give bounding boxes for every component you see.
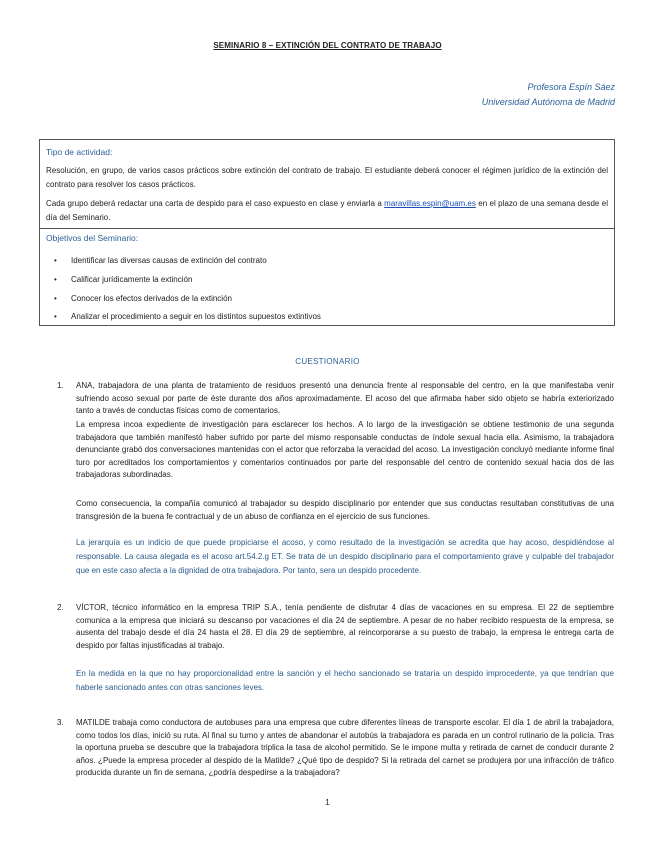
objective-item: • Identificar las diversas causas de extinción del contrato [54, 256, 267, 265]
box-divider [40, 228, 614, 229]
question-paragraph: La empresa incoa expediente de investigación para esclarecer los hechos. A lo largo de la investigación se obtiene testimonio de una segunda trabajadora que también manifestó haber sufrido por parte del mismo responsable conductas de índole sexual hacia ella. Asimismo, la trabajadora denunciante grabó dos conversaciones mantenidas con el actor que reforzaba la veracidad del acoso. La investigación concluyó mediante informe final turo por acreditados los comportamientos y comentarios continuados por parte del responsable del centro de contenido sexual hacia dos de las trabajadoras subordinadas. [76, 420, 614, 479]
activity-instructions [46, 197, 608, 225]
question-paragraph: MATILDE trabaja como conductora de autobuses para una empresa que cubre diferentes líneas de transporte escolar. El día 1 de abril la trabajadora, como todos los días, inició su ruta. Al final su turno y antes de abandonar el autobús la trabajadora es parada en un control rutinario de la policía. Tras la oportuna prueba se descubre que la trabajadora triplica la tasa de alcohol permitido. Se le impone multa y retirada de carnet de conducir durante 2 años. ¿Puede la empresa proceder al despido de la Matilde? ¿Qué tipo de despido? Si la retirada del carnet se produjera por una infracción de tráfico producida durante un fin de semana, ¿podría despedirse a la trabajadora? [76, 718, 614, 777]
objectives-heading: Objetivos del Seminario: [46, 233, 139, 243]
question-answer: En la medida en la que no hay proporcionalidad entre la sanción y el hecho sancionado se trataría un despido improcedente, ya que tendrían que haberle sancionado antes con otras sanciones leves. [76, 669, 614, 692]
question-paragraph: VÍCTOR, técnico informático en la empresa TRIP S.A., tenía pendiente de disfrutar 4 días de vacaciones en su empresa. El 22 de septiembre comunica a la empresa que iniciará su descanso por vacaciones el día 24 de septiembre. A pesar de no haber recibido respuesta de la empresa, se ausenta del trabajo desde el día 24 hasta el 28. El día 29 de septiembre, al reincorporarse a su puesto de trabajo, la empresa le entrega carta de despido por faltas injustificadas al trabajo. [76, 603, 614, 650]
university-name: Universidad Autónoma de Madrid [481, 97, 615, 107]
bullet-icon: • [54, 294, 57, 303]
objective-item: • Calificar jurídicamente la extinción [54, 275, 193, 284]
question-answer: La jerarquía es un indicio de que puede propiciarse el acoso, y como resultado de la investigación se acredita que hay acoso, despidiéndose al responsable. La causa alegada es el acoso art.54.2.g ET. Se trata de un despido disciplinario para el comportamiento grave y culpable del trabajador que en este caso afecta a la dignidad de otra trabajadora. Por tanto, sera un despido procedente. [76, 538, 614, 575]
question-number: 3. [57, 718, 64, 727]
question-paragraph: ANA, trabajadora de una planta de tratamiento de residuos presentó una denuncia frente al responsable del centro, en la que manifestaba venir sufriendo acoso sexual por parte de éste durante dos años aproximadamente. El acoso del que afirmaba haber sido objeto se habría exteriorizado tanto a través de conductas físicas como de comentarios. [76, 381, 614, 415]
bullet-icon: • [54, 312, 57, 321]
author-block [482, 80, 615, 110]
question-number: 2. [57, 603, 64, 612]
question-paragraph: Como consecuencia, la compañía comunicó al trabajador su despido disciplinario por entender que sus conductas resultaban constitutivas de una transgresión de la buena fe contractual y de un abuso de confianza en el ejercicio de sus funciones. [76, 499, 614, 521]
question-number: 1. [57, 381, 64, 390]
objective-item: • Analizar el procedimiento a seguir en los distintos supuestos extintivos [54, 312, 321, 321]
questionnaire-heading: CUESTIONARIO [295, 357, 360, 366]
instructions-before: Cada grupo deberá redactar una carta de despido para el caso expuesto en clase y enviarla a [46, 199, 382, 208]
bullet-icon: • [54, 256, 57, 265]
objective-item: • Conocer los efectos derivados de la extinción [54, 294, 232, 303]
activity-heading: Tipo de actividad: [46, 147, 113, 157]
author-name: Profesora Espín Sáez [527, 82, 615, 92]
document-title: SEMINARIO 8 – EXTINCIÓN DEL CONTRATO DE TRABAJO [213, 41, 442, 50]
page-number: 1 [325, 798, 330, 807]
bullet-icon: • [54, 275, 57, 284]
activity-description: Resolución, en grupo, de varios casos prácticos sobre extinción del contrato de trabajo. El estudiante deberá conocer el régimen jurídico de la extinción del contrato para resolver los casos prácticos. [46, 166, 608, 189]
instructions-after: en el plazo de una semana desde el día del Seminario. [46, 199, 608, 222]
email-link[interactable]: maravillas.espin@uam.es [384, 199, 476, 208]
activity-box [39, 139, 615, 326]
